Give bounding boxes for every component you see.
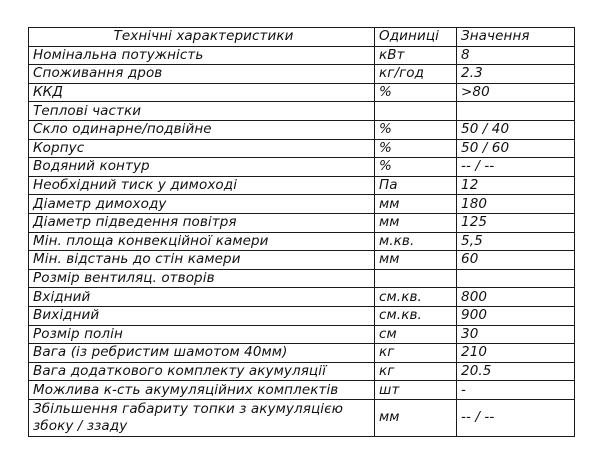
row-value: 50 / 60 — [457, 139, 575, 158]
row-unit: мм — [375, 399, 457, 436]
row-value — [457, 269, 575, 288]
row-parameter: Збільшення габариту топки з акумуляцією збоку / ззаду — [29, 399, 375, 436]
row-unit: мм — [375, 213, 457, 232]
row-unit: шт — [375, 381, 457, 400]
row-unit: кВт — [375, 46, 457, 65]
row-parameter: Діаметр підведення повітря — [29, 213, 375, 232]
row-parameter: Номінальна потужність — [29, 46, 375, 65]
row-unit: % — [375, 158, 457, 177]
row-unit: кг/год — [375, 65, 457, 84]
table-row — [29, 288, 575, 307]
header-unit: Одиниці — [375, 28, 457, 47]
row-parameter: Можлива к-сть акумуляційних комплектів — [29, 381, 375, 400]
row-unit: мм — [375, 195, 457, 214]
row-unit: кг — [375, 344, 457, 363]
row-value: 12 — [457, 176, 575, 195]
row-parameter: Вхідний — [29, 288, 375, 307]
row-value: 125 — [457, 213, 575, 232]
row-parameter: Вага (із ребристим шамотом 40мм) — [29, 344, 375, 363]
table-row — [29, 46, 575, 65]
table-row — [29, 195, 575, 214]
row-value: 2.3 — [457, 65, 575, 84]
row-unit: см.кв. — [375, 306, 457, 325]
table-row — [29, 325, 575, 344]
row-parameter: Водяний контур — [29, 158, 375, 177]
row-unit — [375, 269, 457, 288]
row-parameter: Розмір полін — [29, 325, 375, 344]
row-value: 5,5 — [457, 232, 575, 251]
row-value: 50 / 40 — [457, 120, 575, 139]
row-unit: см.кв. — [375, 288, 457, 307]
table-row — [29, 399, 575, 436]
row-unit: м.кв. — [375, 232, 457, 251]
row-unit: см — [375, 325, 457, 344]
table-row — [29, 344, 575, 363]
row-parameter: Вага додаткового комплекту акумуляції — [29, 362, 375, 381]
row-value: 900 — [457, 306, 575, 325]
table-row — [29, 306, 575, 325]
row-unit: мм — [375, 251, 457, 270]
row-parameter: Розмір вентиляц. отворів — [29, 269, 375, 288]
row-parameter: Мін. відстань до стін камери — [29, 251, 375, 270]
row-parameter: Мін. площа конвекційної камери — [29, 232, 375, 251]
row-unit: % — [375, 83, 457, 102]
header-parameter: Технічні характеристики — [29, 28, 375, 47]
row-unit — [375, 102, 457, 121]
row-parameter: Теплові частки — [29, 102, 375, 121]
table-row — [29, 65, 575, 84]
table-row — [29, 232, 575, 251]
row-unit: кг — [375, 362, 457, 381]
row-parameter: ККД — [29, 83, 375, 102]
row-parameter: Діаметр димоходу — [29, 195, 375, 214]
table-row — [29, 176, 575, 195]
table-section-row — [29, 269, 575, 288]
row-value: 800 — [457, 288, 575, 307]
row-value: - — [457, 381, 575, 400]
row-value: >80 — [457, 83, 575, 102]
table-row — [29, 83, 575, 102]
row-parameter: Скло одинарне/подвійне — [29, 120, 375, 139]
row-unit: % — [375, 139, 457, 158]
table-header-row — [29, 28, 575, 47]
row-value — [457, 102, 575, 121]
table-section-row — [29, 102, 575, 121]
table-row — [29, 158, 575, 177]
row-value: 180 — [457, 195, 575, 214]
row-value: 60 — [457, 251, 575, 270]
table-row — [29, 381, 575, 400]
row-parameter: Споживання дров — [29, 65, 375, 84]
table-row — [29, 213, 575, 232]
table-row — [29, 251, 575, 270]
table-row — [29, 120, 575, 139]
table-row — [29, 362, 575, 381]
row-parameter: Вихідний — [29, 306, 375, 325]
row-value: 30 — [457, 325, 575, 344]
row-parameter: Необхідний тиск у димоході — [29, 176, 375, 195]
header-value: Значення — [457, 28, 575, 47]
row-unit: Па — [375, 176, 457, 195]
row-unit: % — [375, 120, 457, 139]
row-value: -- / -- — [457, 399, 575, 436]
row-value: 20.5 — [457, 362, 575, 381]
row-value: 210 — [457, 344, 575, 363]
row-value: -- / -- — [457, 158, 575, 177]
table-row — [29, 139, 575, 158]
specifications-table — [28, 27, 575, 437]
row-value: 8 — [457, 46, 575, 65]
row-parameter: Корпус — [29, 139, 375, 158]
